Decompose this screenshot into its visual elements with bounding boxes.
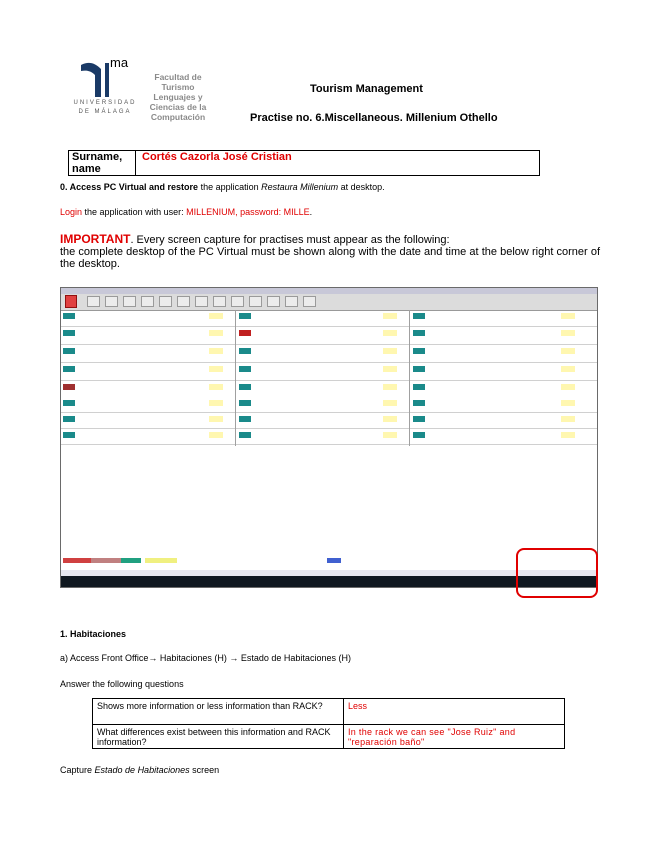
capture-instruction: Capture Estado de Habitaciones screen	[60, 765, 220, 775]
question-2: What differences exist between this information and RACK information?	[97, 727, 331, 747]
student-name: Cortés Cazorla José Cristian	[142, 151, 292, 163]
section1-title: 1. Habitaciones	[60, 629, 127, 639]
pc-virtual-screenshot	[60, 287, 598, 588]
date-time-highlight	[516, 548, 598, 598]
faculty-name: Facultad de Turismo Lenguajes y Ciencias de la Computación	[149, 72, 207, 122]
name-label: Surname, name	[68, 150, 136, 176]
university-name: UNIVERSIDAD DE MÁLAGA	[73, 100, 137, 115]
question-1: Shows more information or less information than RACK?	[97, 701, 323, 711]
login-instruction: Login the application with user: MILLENIUM, password: MILLE.	[60, 207, 313, 217]
answer-2: In the rack we can see "Jose Ruiz" and "reparación baño"	[348, 727, 516, 747]
section1-step-a: a) Access Front Office→ Habitaciones (H) → Estado de Habitaciones (H)	[60, 653, 351, 663]
answer-instruction: Answer the following questions	[60, 679, 184, 689]
name-table	[68, 150, 540, 176]
course-title: Tourism Management	[310, 83, 423, 95]
important-note: IMPORTANT. Every screen capture for practises must appear as the following: the complete desktop of the PC Virtual must be shown along with the date and time at the below right corner of the desktop.	[60, 232, 600, 270]
section0-instruction: 0. Access PC Virtual and restore the application Restaura Millenium at desktop.	[60, 182, 385, 192]
practise-title: Practise no. 6.Miscellaneous. Millenium Othello	[250, 112, 498, 124]
answer-1: Less	[348, 701, 368, 711]
logo-text: ma	[110, 55, 129, 70]
